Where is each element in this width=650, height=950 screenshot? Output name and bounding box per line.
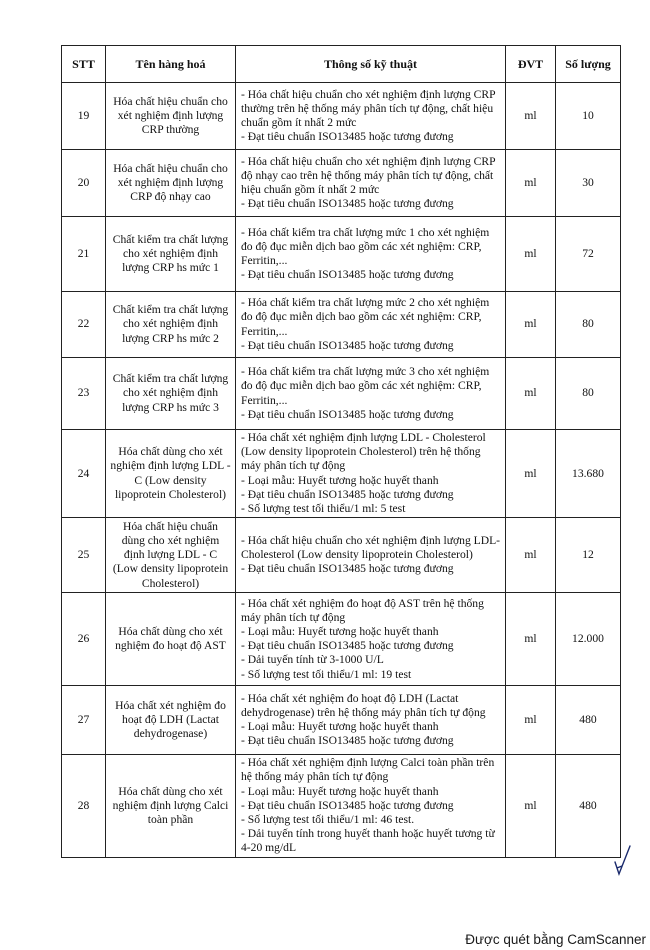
cell-qty: 10	[556, 83, 621, 150]
spec-line: - Dải tuyến tính từ 3-1000 U/L	[241, 653, 384, 667]
spec-line: - Đạt tiêu chuẩn ISO13485 hoặc tương đương	[241, 798, 454, 812]
table-row	[62, 358, 621, 430]
spec-line: - Đạt tiêu chuẩn ISO13485 hoặc tương đương	[241, 268, 454, 282]
cell-spec	[236, 430, 506, 518]
cell-name: Chất kiểm tra chất lượng cho xét nghiệm định lượng CRP hs mức 1	[106, 217, 236, 292]
spec-line: - Hóa chất xét nghiệm định lượng Calci toàn phần trên hệ thống máy phân tích tự động	[241, 756, 495, 784]
table-row	[62, 217, 621, 292]
cell-qty: 480	[556, 686, 621, 755]
cell-name: Hóa chất dùng cho xét nghiệm đo hoạt độ AST	[106, 593, 236, 686]
table-row	[62, 83, 621, 150]
table-header-row	[62, 46, 621, 83]
header-stt: STT	[62, 46, 106, 83]
cell-spec	[236, 150, 506, 217]
cell-unit: ml	[506, 217, 556, 292]
spec-line: - Số lượng test tối thiểu/1 ml: 46 test.	[241, 813, 415, 827]
cell-qty: 80	[556, 292, 621, 358]
cell-name: Hóa chất xét nghiệm đo hoạt độ LDH (Lactat dehydrogenase)	[106, 686, 236, 755]
cell-unit: ml	[506, 83, 556, 150]
spec-line: - Số lượng test tối thiểu/1 ml: 19 test	[241, 667, 412, 681]
cell-qty: 12.000	[556, 593, 621, 686]
scanner-footer: Được quét bằng CamScanner	[465, 932, 646, 947]
cell-stt: 19	[62, 83, 106, 150]
spec-line: - Hóa chất xét nghiệm định lượng LDL - Cholesterol (Low density lipoprotein Cholesterol) trên hệ thống máy phân tích tự động	[241, 431, 486, 473]
spec-line: - Hóa chất hiệu chuẩn cho xét nghiệm định lượng CRP thường trên hệ thống máy phân tích tự động, chất hiệu chuẩn gồm ít nhất 2 mức	[241, 87, 496, 129]
header-spec: Thông số kỹ thuật	[236, 46, 506, 83]
cell-unit: ml	[506, 518, 556, 593]
table-row	[62, 755, 621, 857]
spec-line: - Hóa chất kiểm tra chất lượng mức 2 cho xét nghiệm đo độ đục miễn dịch bao gồm các xét nghiệm: CRP, Ferritin,...	[241, 296, 490, 338]
spec-line: - Dải tuyến tính trong huyết thanh hoặc huyết tương từ 4-20 mg/dL	[241, 827, 495, 855]
cell-qty: 80	[556, 358, 621, 430]
spec-line: - Đạt tiêu chuẩn ISO13485 hoặc tương đương	[241, 487, 454, 501]
spec-line: - Loại mẫu: Huyết tương hoặc huyết thanh	[241, 625, 439, 639]
cell-unit: ml	[506, 150, 556, 217]
table-row	[62, 593, 621, 686]
header-qty: Số lượng	[556, 46, 621, 83]
cell-name: Hóa chất hiệu chuẩn cho xét nghiệm định lượng CRP độ nhạy cao	[106, 150, 236, 217]
cell-name: Chất kiểm tra chất lượng cho xét nghiệm định lượng CRP hs mức 3	[106, 358, 236, 430]
cell-stt: 22	[62, 292, 106, 358]
cell-qty: 480	[556, 755, 621, 857]
header-name: Tên hàng hoá	[106, 46, 236, 83]
table-row	[62, 292, 621, 358]
cell-stt: 20	[62, 150, 106, 217]
spec-line: - Loại mẫu: Huyết tương hoặc huyết thanh	[241, 720, 439, 734]
cell-unit: ml	[506, 686, 556, 755]
cell-qty: 13.680	[556, 430, 621, 518]
cell-unit: ml	[506, 755, 556, 857]
cell-spec	[236, 83, 506, 150]
spec-line: - Đạt tiêu chuẩn ISO13485 hoặc tương đương	[241, 734, 454, 748]
spec-line: - Đạt tiêu chuẩn ISO13485 hoặc tương đương	[241, 407, 454, 421]
spec-line: - Hóa chất hiệu chuẩn cho xét nghiệm định lượng CRP độ nhạy cao trên hệ thống máy phân tích tự động, chất hiệu chuẩn gồm ít nhất 2 mức	[241, 154, 496, 196]
cell-qty: 12	[556, 518, 621, 593]
spec-line: - Đạt tiêu chuẩn ISO13485 hoặc tương đương	[241, 562, 454, 576]
cell-spec	[236, 217, 506, 292]
cell-name: Hóa chất dùng cho xét nghiệm định lượng Calci toàn phần	[106, 755, 236, 857]
cell-name: Hóa chất hiệu chuẩn dùng cho xét nghiệm định lượng LDL - C (Low density lipoprotein Cholesterol)	[106, 518, 236, 593]
cell-stt: 21	[62, 217, 106, 292]
cell-unit: ml	[506, 358, 556, 430]
cell-stt: 25	[62, 518, 106, 593]
cell-stt: 26	[62, 593, 106, 686]
cell-spec	[236, 292, 506, 358]
cell-spec	[236, 518, 506, 593]
cell-spec	[236, 686, 506, 755]
spec-table-container	[61, 45, 620, 858]
cell-name: Hóa chất hiệu chuẩn cho xét nghiệm định lượng CRP thường	[106, 83, 236, 150]
cell-spec	[236, 358, 506, 430]
spec-line: - Hóa chất xét nghiệm đo hoạt độ AST trên hệ thống máy phân tích tự động	[241, 596, 484, 624]
cell-stt: 23	[62, 358, 106, 430]
spec-line: - Đạt tiêu chuẩn ISO13485 hoặc tương đương	[241, 639, 454, 653]
table-row	[62, 518, 621, 593]
cell-unit: ml	[506, 593, 556, 686]
cell-spec	[236, 755, 506, 857]
spec-line: - Loại mẫu: Huyết tương hoặc huyết thanh	[241, 473, 439, 487]
table-row	[62, 686, 621, 755]
spec-line: - Loại mẫu: Huyết tương hoặc huyết thanh	[241, 784, 439, 798]
table-row	[62, 430, 621, 518]
cell-stt: 28	[62, 755, 106, 857]
cell-unit: ml	[506, 292, 556, 358]
spec-line: - Đạt tiêu chuẩn ISO13485 hoặc tương đương	[241, 130, 454, 144]
header-unit: ĐVT	[506, 46, 556, 83]
cell-qty: 30	[556, 150, 621, 217]
cell-spec	[236, 593, 506, 686]
spec-line: - Hóa chất kiểm tra chất lượng mức 1 cho xét nghiệm đo độ đục miễn dịch bao gồm các xét nghiệm: CRP, Ferritin,...	[241, 225, 490, 267]
cell-stt: 24	[62, 430, 106, 518]
spec-line: - Đạt tiêu chuẩn ISO13485 hoặc tương đương	[241, 338, 454, 352]
spec-line: - Số lượng test tối thiểu/1 ml: 5 test	[241, 502, 406, 516]
signature-mark	[612, 844, 634, 878]
spec-line: - Hóa chất kiểm tra chất lượng mức 3 cho xét nghiệm đo độ đục miễn dịch bao gồm các xét nghiệm: CRP, Ferritin,...	[241, 365, 490, 407]
cell-unit: ml	[506, 430, 556, 518]
spec-line: - Đạt tiêu chuẩn ISO13485 hoặc tương đương	[241, 197, 454, 211]
cell-qty: 72	[556, 217, 621, 292]
spec-line: - Hóa chất hiệu chuẩn cho xét nghiệm định lượng LDL-Cholesterol (Low density lipoprotein Cholesterol)	[241, 533, 501, 562]
table-row	[62, 150, 621, 217]
cell-name: Chất kiểm tra chất lượng cho xét nghiệm định lượng CRP hs mức 2	[106, 292, 236, 358]
goods-spec-table	[61, 45, 621, 858]
spec-line: - Hóa chất xét nghiệm đo hoạt độ LDH (Lactat dehydrogenase) trên hệ thống máy phân tích tự động	[241, 691, 486, 720]
cell-stt: 27	[62, 686, 106, 755]
cell-name: Hóa chất dùng cho xét nghiệm định lượng LDL - C (Low density lipoprotein Cholesterol)	[106, 430, 236, 518]
